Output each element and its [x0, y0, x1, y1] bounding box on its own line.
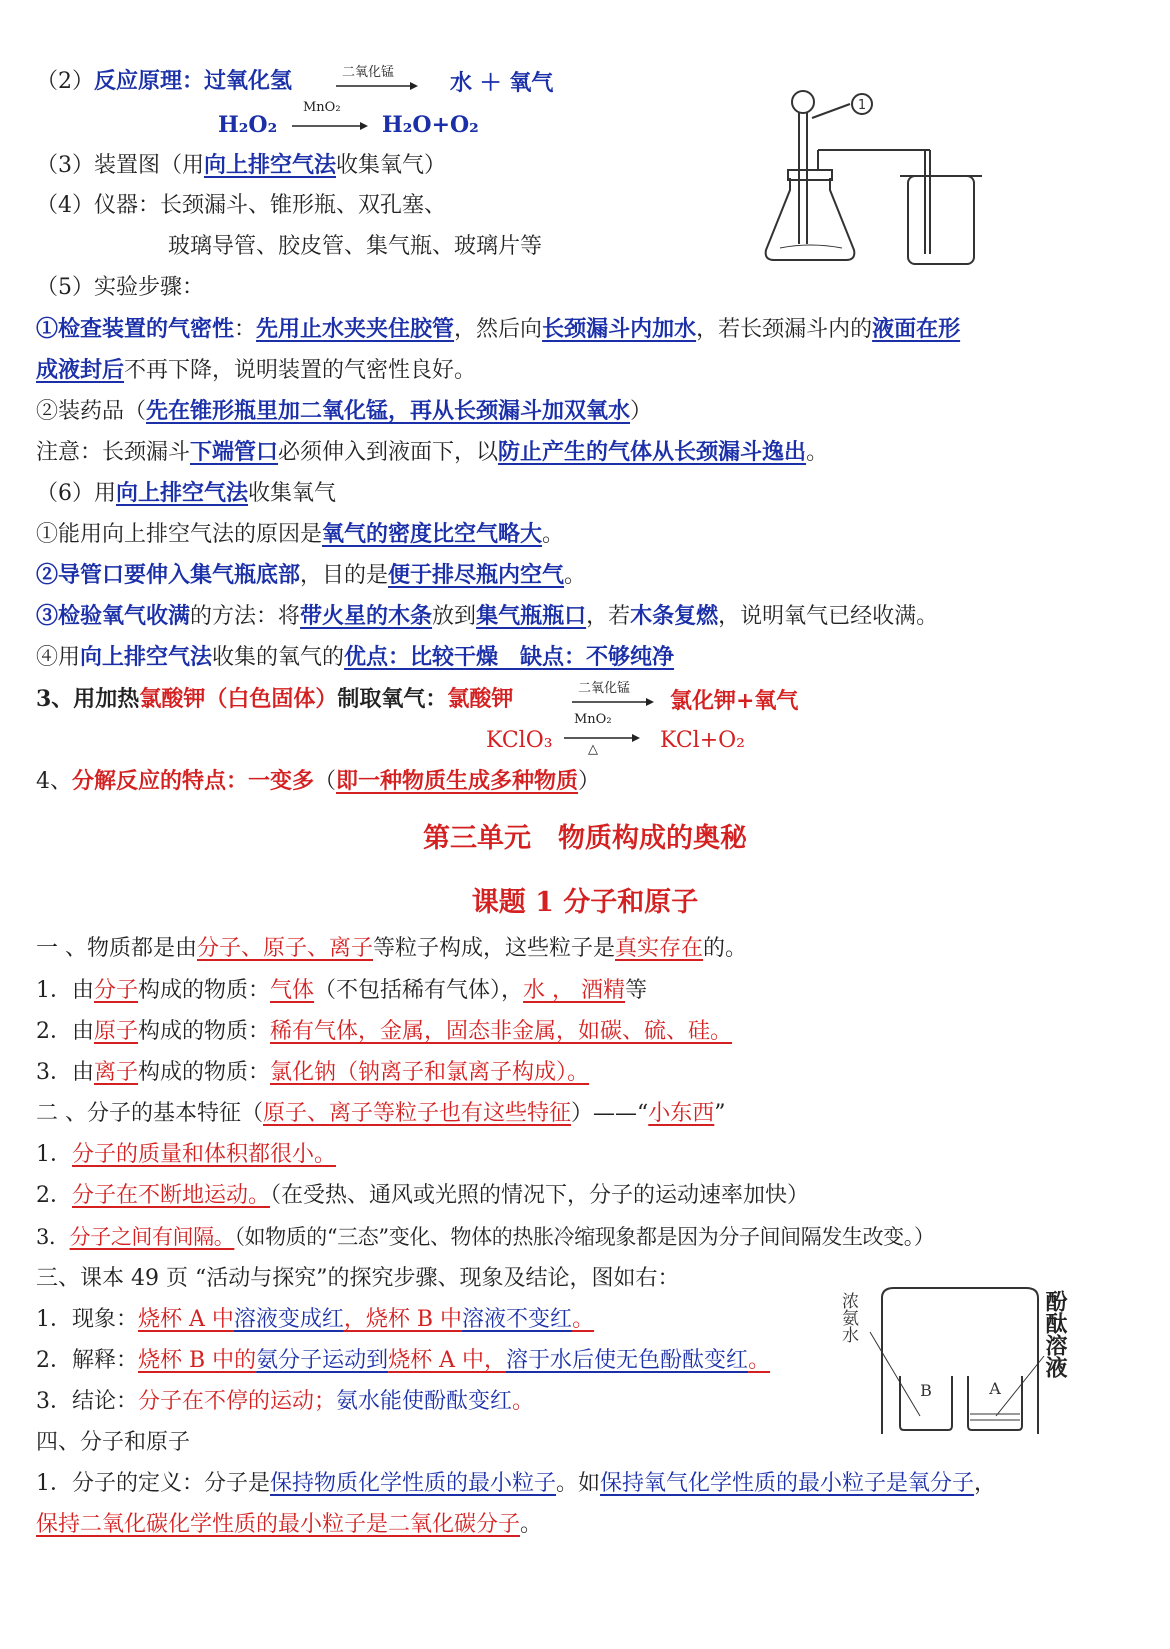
emphasis: 离子	[94, 1060, 139, 1085]
step-1-line-1	[36, 314, 960, 345]
word-product: 水 ＋ 氧气	[450, 70, 554, 96]
emphasis: 下端管口	[190, 439, 279, 465]
emphasis: 氯化钠（钠离子和氯离子构成）。	[270, 1060, 590, 1085]
text: 1．现象：	[36, 1307, 138, 1332]
text: ”	[714, 1101, 726, 1126]
emphasis: 分子、原子、离子	[197, 936, 374, 961]
phenolphthalein-label: 酚酞溶液	[1042, 1290, 1068, 1378]
section-molecules-atoms: 四、分子和原子	[36, 1430, 191, 1455]
text: 制取氧气：	[337, 686, 448, 712]
text: ）	[578, 769, 601, 794]
collection-test	[36, 601, 938, 632]
word-product-2: 氯化钾+氧气	[670, 688, 799, 714]
experiment-title: 三、课本 49 页 “活动与探究”的探究步骤、现象及结论，图如右：	[36, 1266, 680, 1291]
emphasis: 烧杯 A 中，	[388, 1348, 507, 1373]
feature-3	[36, 1222, 934, 1252]
reaction-principle-line	[36, 66, 292, 97]
emphasis: 分子的质量和体积都很小。	[72, 1142, 337, 1167]
text: ）——“	[571, 1101, 649, 1126]
text: 。	[806, 440, 829, 465]
emphasis: 分子在不停的运动	[138, 1389, 315, 1414]
text: 1．	[36, 1142, 72, 1167]
text: ，然后向	[454, 317, 543, 342]
emphasis: 防止产生的气体从长颈漏斗逸出	[498, 439, 807, 465]
text: 3．结论：	[36, 1389, 138, 1414]
beaker-a-label: A	[989, 1379, 1001, 1398]
experiment-phenomenon	[36, 1305, 594, 1335]
experiment-explanation	[36, 1346, 770, 1376]
text: 构成的物质：	[138, 1060, 271, 1085]
catalyst-cn-2: 二氧化锰	[578, 681, 631, 696]
text: （6）用	[36, 481, 116, 506]
step-1-line-2	[36, 355, 476, 386]
features-title	[36, 1099, 726, 1129]
emphasis: 真实存在	[615, 936, 704, 961]
text: 构成的物质：	[138, 978, 271, 1003]
collection-title	[36, 478, 336, 509]
text: 放到	[432, 604, 477, 629]
text: （在受热、通风或光照的情况下，分子的运动速率加快）	[270, 1183, 810, 1208]
emphasis: 烧杯 A 中	[138, 1307, 234, 1332]
text: 等粒子构成，这些粒子是	[373, 936, 616, 961]
unit-title: 第三单元 物质构成的奥秘	[423, 823, 747, 854]
molecule-definition-line-1	[36, 1469, 996, 1499]
emphasis: ；	[314, 1389, 337, 1414]
text: ，若长颈漏斗内的	[696, 317, 873, 342]
text: 。	[520, 1512, 543, 1537]
emphasis: 。	[748, 1348, 771, 1373]
formula-reactant: H₂O₂	[218, 112, 278, 138]
emphasis: 氨分子运动到	[256, 1348, 389, 1373]
text: 等	[625, 978, 648, 1003]
text: 必须伸入到液面下，以	[278, 440, 499, 465]
catalyst-cn-1: 二氧化锰	[342, 65, 395, 80]
text: 收集氧气	[248, 481, 337, 506]
emphasis: 原子	[94, 1019, 139, 1044]
emphasis: 稀有气体，金属，固态非金属，如碳、硫、硅。	[270, 1019, 733, 1044]
molecule-matter-line	[36, 976, 647, 1006]
text: 构成的物质：	[138, 1019, 271, 1044]
text: ②装药品（	[36, 399, 147, 424]
text: ：	[234, 317, 257, 342]
emphasis: 集气瓶瓶口	[476, 603, 587, 629]
collection-reason	[36, 519, 564, 550]
reaction-arrow-2	[292, 120, 368, 132]
instruments-line-1: （4）仪器：长颈漏斗、锥形瓶、双孔塞、	[36, 193, 446, 218]
emphasis: 分解反应的特点：一变多	[72, 768, 315, 794]
emphasis: 先在锥形瓶里加二氧化锰，再从长颈漏斗加双氧水	[146, 398, 631, 424]
emphasis: 气体	[270, 978, 315, 1003]
text: 不再下降，说明装置的气密性良好。	[124, 358, 477, 383]
emphasis: 向上排空气法	[80, 644, 213, 670]
molecule-definition-line-2	[36, 1510, 542, 1540]
emphasis: 保持物质化学性质的最小粒子	[270, 1471, 557, 1496]
text: 1．由	[36, 978, 94, 1003]
formula-product-2: KCl+O₂	[660, 728, 746, 753]
heat-symbol: △	[588, 742, 598, 757]
text: ，说明氧气已经收满。	[718, 604, 939, 629]
emphasis: 分子之间有间隔。	[69, 1225, 235, 1249]
text: 4、	[36, 769, 72, 794]
ammonia-experiment-figure	[838, 1276, 1080, 1446]
text: 2．	[36, 1183, 72, 1208]
emphasis: ③检验氧气收满	[36, 603, 191, 629]
text: 。如	[556, 1471, 601, 1496]
emphasis: 先用止水夹夹住胶管	[256, 316, 455, 342]
emphasis: 保持二氧化碳化学性质的最小粒子是二氧化碳分子	[36, 1512, 521, 1537]
emphasis: 优点：比较干燥 缺点：不够纯净	[344, 644, 675, 670]
emphasis: 保持氧气化学性质的最小粒子是氧分子	[600, 1471, 975, 1496]
emphasis: 溶液变成红	[233, 1307, 344, 1332]
text: ）	[630, 399, 653, 424]
emphasis: 小东西	[648, 1101, 715, 1126]
text: 3、用加热	[36, 686, 140, 712]
catalyst-formula-1: MnO₂	[303, 100, 341, 115]
steps-title: （5）实验步骤：	[36, 275, 204, 300]
note-line	[36, 437, 828, 468]
emphasis: 烧杯 B 中的	[138, 1348, 257, 1373]
emphasis: 分子	[94, 978, 139, 1003]
feature-1	[36, 1140, 336, 1170]
text: ①能用向上排空气法的原因是	[36, 522, 323, 547]
emphasis: 向上排空气法	[204, 152, 337, 178]
chlorate-line	[36, 684, 513, 715]
text: 收集的氧气的	[212, 645, 345, 670]
atom-matter-line	[36, 1017, 732, 1047]
emphasis: 。	[572, 1307, 595, 1332]
emphasis: 长颈漏斗内加水	[542, 316, 697, 342]
text: 2．由	[36, 1019, 94, 1044]
formula-reactant-2: KClO₃	[486, 728, 553, 753]
text: ，	[974, 1471, 997, 1496]
emphasis: ②导管口要伸入集气瓶底部	[36, 562, 301, 588]
text: （3）装置图（用	[36, 153, 204, 178]
emphasis: ，烧杯 B 中	[343, 1307, 463, 1332]
emphasis: 溶于水后使无色酚酞变红	[506, 1348, 749, 1373]
beaker-b-label: B	[920, 1381, 932, 1400]
text: （不包括稀有气体），	[314, 978, 524, 1003]
text: 的方法：将	[190, 604, 301, 629]
emphasis: 氯酸钾（白色固体）	[139, 686, 338, 712]
apparatus-label: 1	[857, 98, 867, 113]
text: 。	[564, 563, 587, 588]
text: ，若	[586, 604, 631, 629]
text: 收集氧气）	[336, 153, 447, 178]
emphasis: 氧气的密度比空气略大	[322, 521, 543, 547]
lesson-title: 课题 1 分子和原子	[471, 887, 699, 918]
emphasis: 水 ， 酒精	[523, 978, 626, 1003]
step-2-line	[36, 396, 652, 427]
text: 3．由	[36, 1060, 94, 1085]
emphasis: 分子在不断地运动。	[72, 1183, 271, 1208]
emphasis: 成液封后	[36, 357, 125, 383]
catalyst-formula-2: MnO₂	[574, 712, 612, 727]
decomposition-line	[36, 766, 600, 797]
emphasis: 木条复燃	[630, 603, 719, 629]
text: （如物质的“三态”变化、物体的热胀冷缩现象都是因为分子间间隔发生改变。）	[234, 1225, 935, 1249]
reaction-arrow-3	[572, 696, 654, 708]
emphasis: 便于排尽瓶内空气	[388, 562, 565, 588]
emphasis: 带火星的木条	[300, 603, 433, 629]
emphasis: 即一种物质生成多种物质	[336, 768, 579, 794]
collection-pros-cons	[36, 642, 674, 673]
emphasis: ①检查装置的气密性	[36, 316, 235, 342]
text: 。	[542, 522, 565, 547]
emphasis: 。	[512, 1389, 535, 1414]
emphasis: 溶液不变红	[462, 1307, 573, 1332]
emphasis: 向上排空气法	[116, 480, 249, 506]
ion-matter-line	[36, 1058, 589, 1088]
emphasis: 原子、离子等粒子也有这些特征	[263, 1101, 572, 1126]
text: 2．解释：	[36, 1348, 138, 1373]
ammonia-label: 浓氨水	[838, 1292, 858, 1343]
label: 反应原理：	[94, 68, 205, 94]
experiment-conclusion	[36, 1387, 534, 1417]
word-reactant: 氯酸钾	[447, 686, 514, 712]
emphasis: 氨水能使酚酞变红	[336, 1389, 513, 1414]
text: 3．	[36, 1225, 70, 1249]
collection-tube	[36, 560, 586, 591]
text: 注意：长颈漏斗	[36, 440, 191, 465]
reaction-arrow-1	[336, 80, 418, 92]
item-number: （2）	[36, 69, 94, 94]
text: （	[314, 769, 337, 794]
matter-line	[36, 934, 747, 964]
word-reactant: 过氧化氢	[204, 68, 293, 94]
feature-2	[36, 1181, 809, 1211]
apparatus-figure	[750, 78, 1010, 270]
text: ，目的是	[300, 563, 389, 588]
text: 1．分子的定义：分子是	[36, 1471, 270, 1496]
text: 的。	[703, 936, 748, 961]
emphasis: 液面在形	[872, 316, 961, 342]
instruments-line-2: 玻璃导管、胶皮管、集气瓶、玻璃片等	[168, 234, 543, 259]
reaction-arrow-4	[564, 732, 640, 744]
formula-product: H₂O+O₂	[382, 112, 479, 138]
apparatus-line	[36, 150, 446, 181]
text: 一 、物质都是由	[36, 936, 197, 961]
text: 二 、分子的基本特征（	[36, 1101, 263, 1126]
text: ④用	[36, 645, 81, 670]
